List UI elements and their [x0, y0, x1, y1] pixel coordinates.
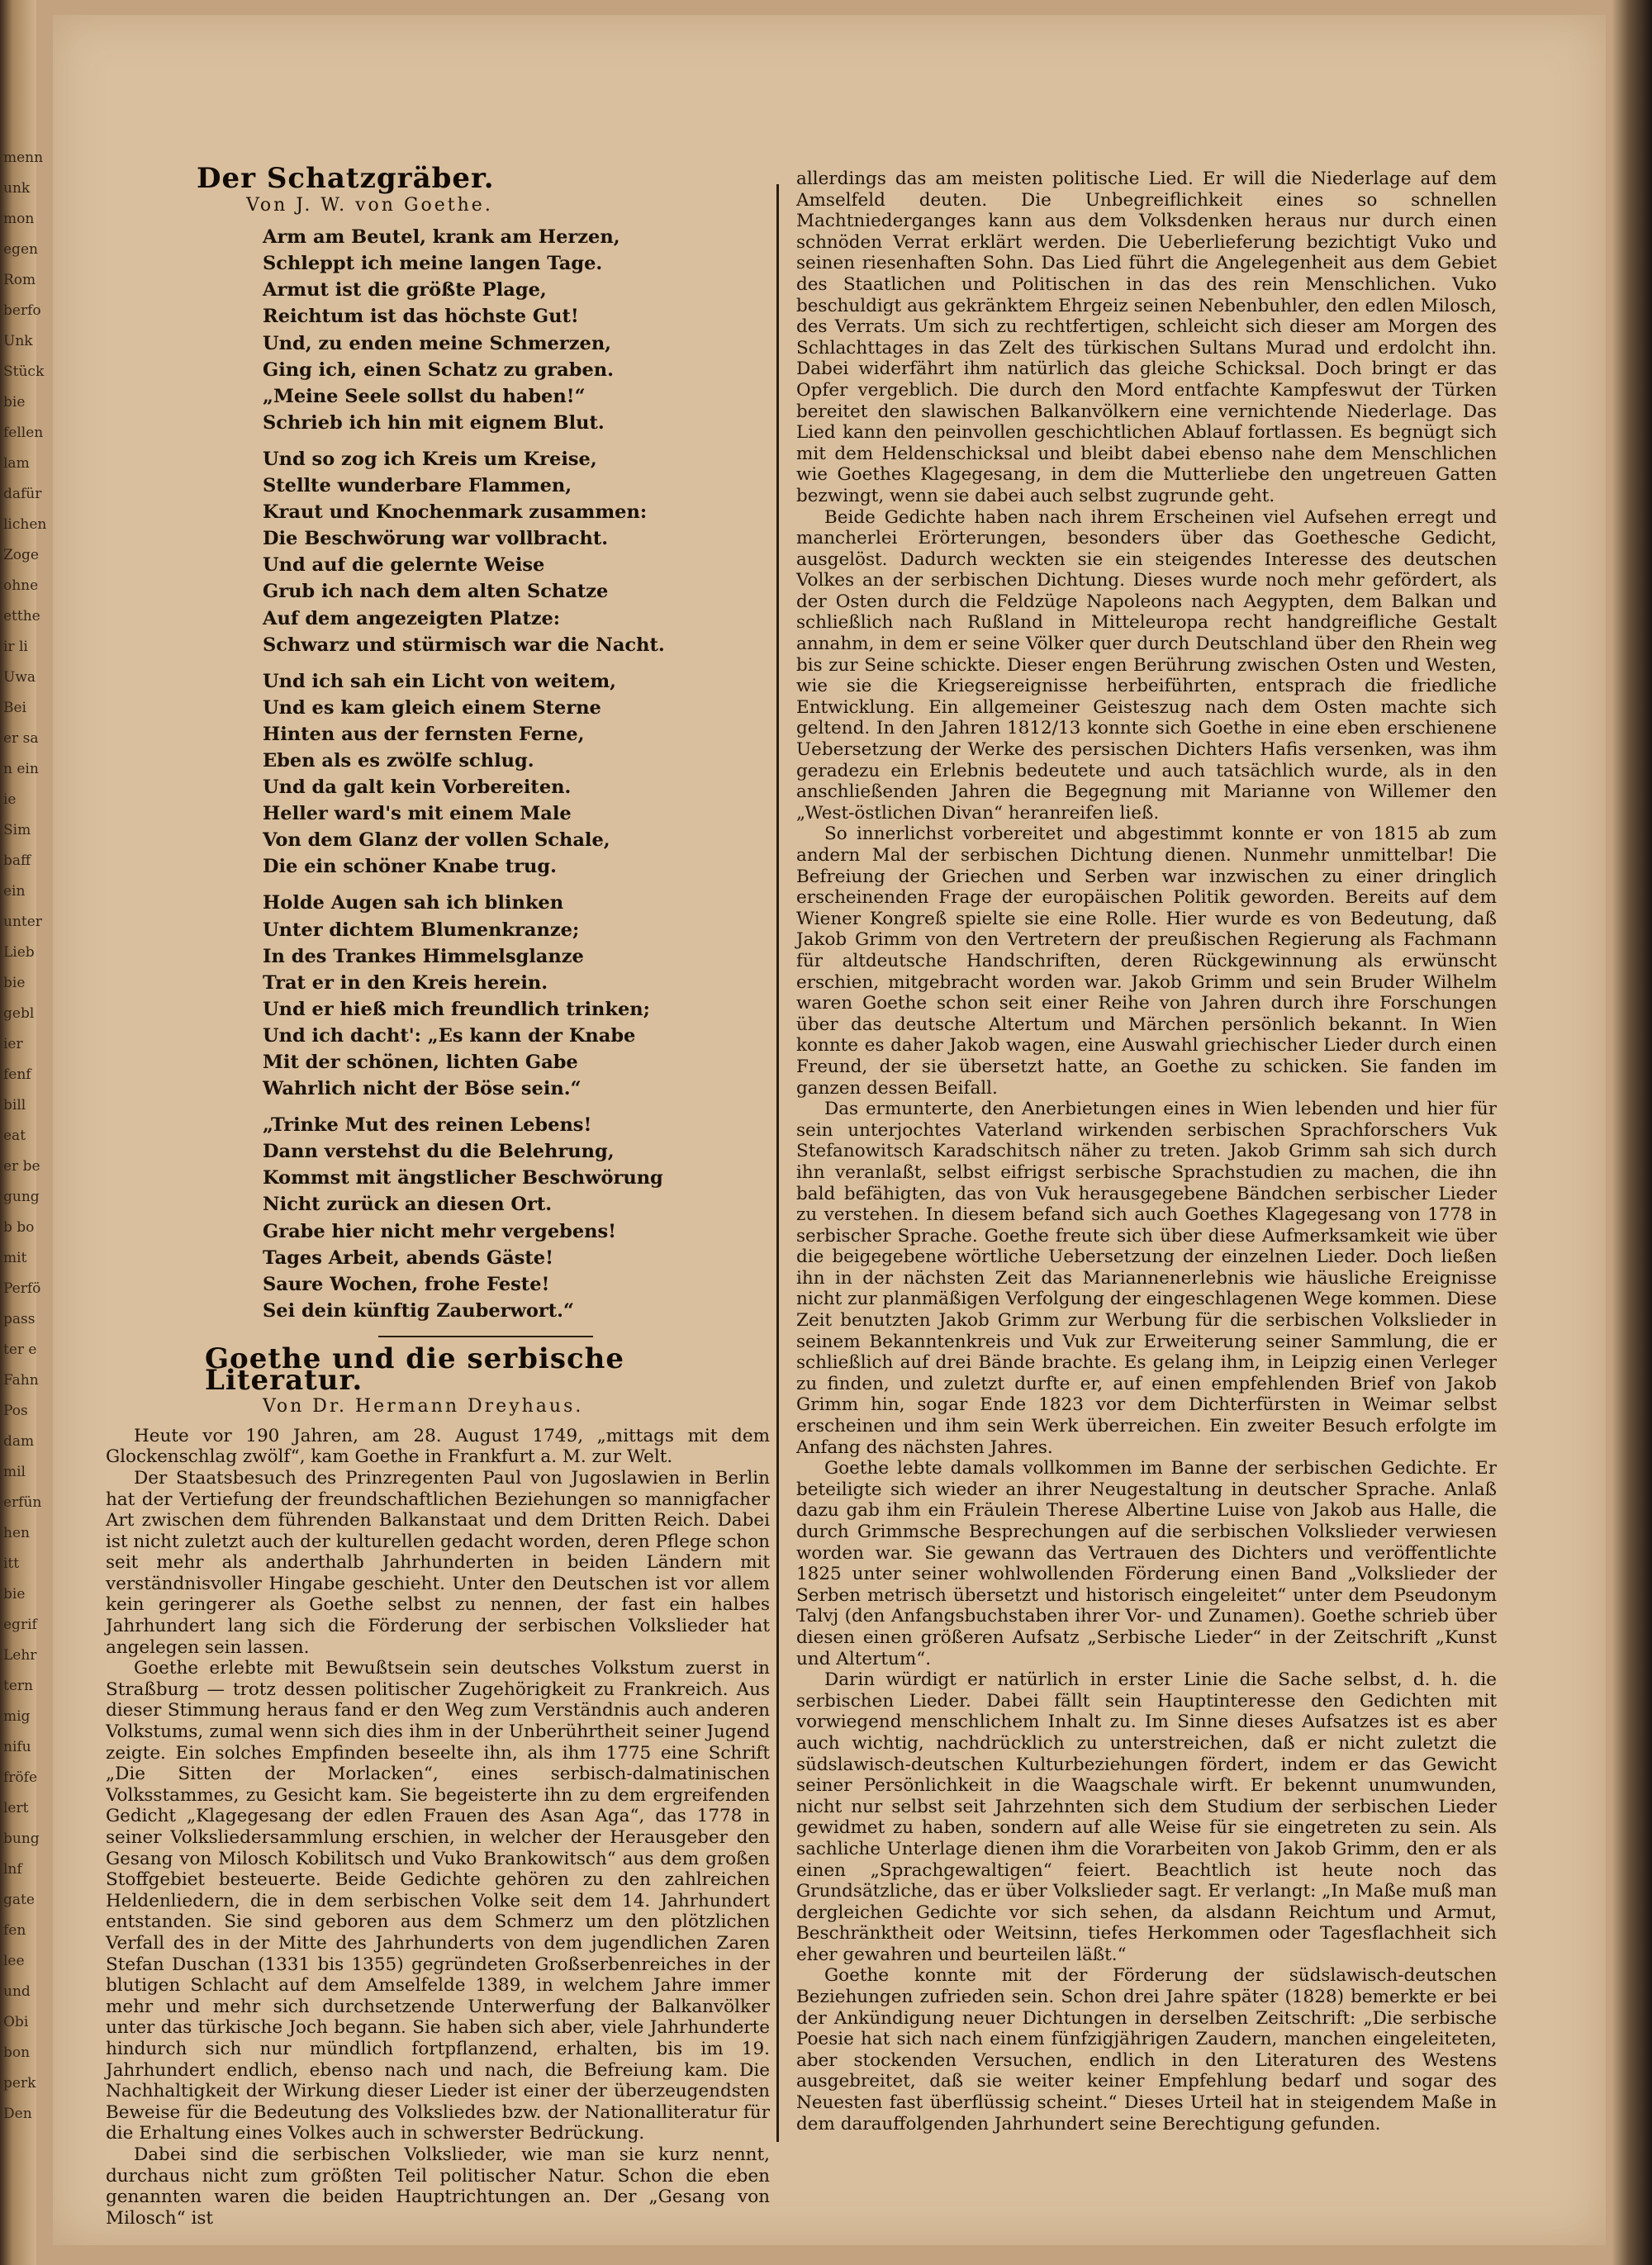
facing-page-fragment: ein — [3, 883, 26, 900]
article-paragraph: Goethe konnte mit der Förderung der südslawisch-deutschen Beziehungen zufrieden sein. Schon drei Jahre später (1828) bemerkte er bei der Ankündigung neuer Dichtungen in derselben Zeitschrift: „Die serbische Poesie hat sich nach einem fünfzigjährigen Zaudern, manchen eingeleiteten, aber stockenden Versuchen, endlich in den Literaturen des Westens ausgebreitet, daß sie weiter keiner Empfehlung bedarf und sogar des Neuesten fast überflüssig scheint.“ Dieses Urteil hat in steigendem Maße in dem darauffolgenden Jahrhundert seine Berechtigung gefunden. — [796, 1965, 1497, 2134]
poem-line: Reichtum ist das höchste Gut! — [263, 306, 579, 328]
poem-line: Auf dem angezeigten Platze: — [263, 607, 561, 629]
poem-line: Heller ward's mit einem Male — [263, 803, 572, 825]
facing-page-fragment: bon — [3, 2044, 31, 2061]
facing-page-fragment: mil — [3, 1464, 26, 1480]
poem-line: Saure Wochen, frohe Feste! — [263, 1273, 550, 1295]
poem-stanza — [263, 890, 770, 1102]
poem-line: Schleppt ich meine langen Tage. — [263, 253, 603, 275]
article-author: Von Dr. Hermann Dreyhaus. — [263, 1396, 584, 1417]
facing-page-fragment: fen — [3, 1922, 26, 1939]
facing-page-fragment: bill — [3, 1097, 26, 1114]
poem-line: Stellte wunderbare Flammen, — [263, 475, 572, 497]
poem-line: Grub ich nach dem alten Schatze — [263, 581, 609, 603]
poem-line: Und er hieß mich freundlich trinken; — [263, 998, 650, 1020]
poem-line: Tages Arbeit, abends Gäste! — [263, 1246, 553, 1269]
poem-stanza — [263, 668, 770, 881]
poem-line: Hinten aus der fernsten Ferne, — [263, 723, 585, 745]
facing-page-fragment: nifu — [3, 1739, 31, 1755]
poem-line: Unter dichtem Blumenkranze; — [263, 919, 580, 941]
poem-stanza — [263, 224, 770, 436]
poem-line: Schrieb ich hin mit eignem Blut. — [263, 411, 605, 434]
poem-stanza — [263, 1112, 770, 1324]
facing-page-fragment: erfün — [3, 1494, 42, 1511]
poem-line: Grabe hier nicht mehr vergebens! — [263, 1220, 617, 1242]
poem-line: Und so zog ich Kreis um Kreise, — [263, 448, 597, 470]
poem-line: Ging ich, einen Schatz zu graben. — [263, 359, 614, 381]
facing-page-fragment: Stück — [3, 363, 45, 380]
facing-page-fragment: b bo — [3, 1219, 35, 1236]
poem-line: Kraut und Knochenmark zusammen: — [263, 501, 648, 524]
facing-page-fragment: lert — [3, 1800, 29, 1816]
facing-page-fragment: Obi — [3, 2014, 29, 2030]
poem-line: „Trinke Mut des reinen Lebens! — [263, 1114, 592, 1137]
facing-page-fragment: unk — [3, 180, 31, 197]
facing-page-fragment: tern — [3, 1678, 33, 1694]
article-paragraph: So innerlichst vorbereitet und abgestimmt konnte er von 1815 ab zum andern Mal der serbischen Dichtung dienen. Nunmehr unmittelbar! Die Befreiung der Griechen und Serben war inzwischen zu einer dringlich erscheinenden Frage der europäischen Politik geworden. Bereits auf dem Wiener Kongreß spielte sie eine Rolle. Hier wurde es von Bedeutung, daß Jakob Grimm von den Vertretern der preußischen Regierung als Fachmann für altdeutsche Handschriften, deren Rückgewinnung als erwünscht erschien, mitgebracht worden war. Jakob Grimm und sein Bruder Wilhelm waren Goethe schon seit einer Reihe von Jahren durch ihre Forschungen über das deutsche Altertum und Märchen persönlich bekannt. In Wien konnte es daher Jakob wagen, eine Auswahl griechischer Lieder durch einen Freund, der sie übersetzt hatte, an Goethe zu schicken. Sie fanden im ganzen dessen Beifall. — [796, 824, 1497, 1099]
facing-page-fragment: er be — [3, 1158, 40, 1175]
binding-gutter — [0, 0, 47, 2265]
left-column — [106, 162, 770, 2229]
facing-page-fragment: dam — [3, 1433, 35, 1450]
facing-page-fragment: mig — [3, 1708, 31, 1725]
facing-page-fragment: ie — [3, 791, 17, 808]
column-divider — [776, 184, 779, 2142]
facing-page-fragment: baff — [3, 852, 31, 869]
article-paragraph: Beide Gedichte haben nach ihrem Erscheinen viel Aufsehen erregt und mancherlei Erörterungen, besonders über das Goethesche Gedicht, ausgelöst. Dadurch weckten sie ein steigendes Interesse des deutschen Volkes an der serbischen Dichtung. Dieses wurde noch mehr gefördert, als der Osten durch die Feldzüge Napoleons nach Aegypten, dem Balkan und schließlich nach Rußland in Mitteleuropa recht handgreifliche Gestalt annahm, in dem er seine Völker quer durch Deutschland über den Rhein weg bis zur Seine schickte. Dieser engen Berührung zwischen Osten und Westen, wie sie die Kriegsereignisse herbeiführten, entsprach die friedliche Entwicklung. Ein allgemeiner Geisteszug nach dem Osten machte sich geltend. In den Jahren 1812/13 konnte sich Goethe in eine eben erschienene Uebersetzung der Werke des persischen Dichters Hafis versenken, was ihm geradezu ein Erlebnis bedeutete und auch tatsächlich wurde, als in den anschließenden Jahren die Begegnung mit Marianne von Willemer den „West-östlichen Divan“ heranreifen ließ. — [796, 506, 1497, 824]
poem-line: Dann verstehst du die Belehrung, — [263, 1141, 615, 1163]
facing-page-fragment: Perfö — [3, 1280, 41, 1297]
facing-page-fragment: perk — [3, 2075, 36, 2092]
poem-author: Von J. W. von Goethe. — [246, 194, 493, 216]
facing-page-fragment: mit — [3, 1250, 27, 1266]
poem-line: Und, zu enden meine Schmerzen, — [263, 332, 612, 354]
facing-page-fragment: Den — [3, 2106, 32, 2122]
facing-page-fragment: Lieb — [3, 944, 35, 961]
article-title: Goethe und die serbische Literatur. — [205, 1341, 625, 1397]
poem-stanza — [263, 446, 770, 658]
poem-line: Schwarz und stürmisch war die Nacht. — [263, 634, 665, 656]
facing-page-fragment: fellen — [3, 425, 44, 441]
poem-line: Wahrlich nicht der Böse sein.“ — [263, 1078, 582, 1100]
facing-page-fragment: bie — [3, 1586, 26, 1603]
facing-page-fragment: Unk — [3, 333, 33, 349]
facing-page-fragment: Fahn — [3, 1372, 39, 1389]
facing-page-fragment: itt — [3, 1555, 20, 1572]
facing-page-fragment: ir li — [3, 639, 28, 655]
facing-page-fragment: ter e — [3, 1341, 37, 1358]
facing-page-fragment: Lehr — [3, 1647, 37, 1664]
facing-page-fragment: ier — [3, 1036, 23, 1052]
facing-page-fragment: Pos — [3, 1403, 28, 1419]
facing-page-fragment: unter — [3, 914, 42, 930]
facing-page-fragment: ohne — [3, 577, 39, 594]
page-edge-shadow — [1612, 0, 1652, 2265]
poem-line: Und es kam gleich einem Sterne — [263, 696, 601, 719]
poem-line: Die ein schöner Knabe trug. — [263, 856, 557, 878]
facing-page-fragment: egrif — [3, 1617, 37, 1633]
facing-page-fragment: lnf — [3, 1861, 22, 1878]
poem-line: Kommst mit ängstlicher Beschwörung — [263, 1167, 663, 1189]
poem-line: Und ich sah ein Licht von weitem, — [263, 670, 616, 692]
poem-line: Von dem Glanz der vollen Schale, — [263, 829, 610, 852]
poem-line: Und ich dacht': „Es kann der Knabe — [263, 1024, 636, 1047]
article-paragraph: Das ermunterte, den Anerbietungen eines in Wien lebenden und hier für sein unterjochtes Vaterland wirkenden serbischen Sprachforschers Vuk Stefanowitsch Karadschitsch näher zu treten. Jakob Grimm sah sich durch ihn veranlaßt, selbst eifrigst serbische Sprachstudien zu machen, die ihn bald befähigten, das von Vuk herausgegebene Bändchen serbischer Lieder zu verstehen. In diesem befand sich auch Goethes Klagegesang von 1778 in serbischer Sprache. Goethe freute sich über diese Aufmerksamkeit wie über die beigegebene wörtliche Uebersetzung der einzelnen Lieder. Doch ließen ihn in der nächsten Zeit das Mariannenerlebnis wie häusliche Ereignisse nicht zur planmäßigen Verfolgung der eingeschlagenen Wege kommen. Diese Zeit benutzten Jakob Grimm zur Werbung für die serbischen Volkslieder in seinem Bekanntenkreis und Vuk zur Erweiterung seiner Sammlung, die er schließlich auf drei Bände brachte. Es gelang ihm, in Leipzig einen Verleger zu finden, und zuletzt durfte er, auf einen empfehlenden Brief von Jakob Grimm hin, sogar Ende 1823 vor dem Dichterfürsten in Weimar selbst erscheinen und ihm sein Werk überreichen. Ein zweiter Besuch erfolgte im Anfang des nächsten Jahres. — [796, 1099, 1497, 1458]
poem-line: Trat er in den Kreis herein. — [263, 971, 548, 994]
facing-page-fragment: bie — [3, 394, 26, 411]
facing-page-fragment: eat — [3, 1128, 26, 1144]
poem-line: Arm am Beutel, krank am Herzen, — [263, 226, 620, 249]
facing-page-fragment: Uwa — [3, 669, 36, 686]
facing-page-fragment: gate — [3, 1892, 35, 1908]
facing-page-fragment: lichen — [3, 516, 47, 533]
article-paragraph: Goethe erlebte mit Bewußtsein sein deutsches Volkstum zuerst in Straßburg — trotz dessen politischer Zugehörigkeit zu Frankreich. Aus dieser Stimmung heraus fand er den Weg zum Verständnis auch anderen Volkstums, zumal wenn sich dies ihm in der Unberührtheit seiner Jugend zeigte. Ein solches Empfinden beseelte ihn, als ihm 1775 eine Schrift „Die Sitten der Morlacken“, eines serbisch-dalmatinischen Volksstammes, zu Gesicht kam. Sie begeisterte ihn zu dem ergreifenden Gedicht „Klagegesang der edlen Frauen des Asan Aga“, das 1778 in seiner Volksliedersammlung erschien, in welcher der Herausgeber den Gesang von Milosch Kobilitsch und Vuko Brankowitsch“ aus dem großen Stoffgebiet besteuerte. Beide Gedichte gehören zu den zahlreichen Heldenliedern, die in dem serbischen Volke seit dem 14. Jahrhundert entstanden. Sie sind geboren aus dem Schmerz um den plötzlichen Verfall des in der Mitte des Jahrhunderts von dem jugendlichen Zaren Stefan Duschan (1331 bis 1355) gegründeten Großserbenreiches in der blutigen Schlacht auf dem Amselfelde 1389, in welchem Jahre immer mehr und mehr sich durchsetzende Unterwerfung der Balkanvölker unter das türkische Joch begann. Sie haben sich aber, viele Jahrhunderte hindurch sich nur mündlich fortpflanzend, erhalten, bis im 19. Jahrhundert endlich, ebenso nach und nach, die Befreiung kam. Die Nachhaltigkeit der Wirkung dieser Lieder ist einer der überzeugendsten Beweise für die Bedeutung des Volksliedes bzw. der Nationalliteratur für die Erhaltung eines Volkes auch in schwerster Bedrückung. — [106, 1658, 770, 2144]
article-paragraph: Der Staatsbesuch des Prinzregenten Paul von Jugoslawien in Berlin hat der Vertiefung der freundschaftlichen Beziehungen so mannigfacher Art zwischen dem führenden Balkanstaat und dem Dritten Reich. Dabei ist nicht zuletzt auch der kulturellen gedacht worden, deren Pflege schon seit mehr als anderthalb Jahrhunderten in beiden Ländern mit verständnisvoller Hingabe geschieht. Unter den Deutschen ist vor allem kein geringerer als Goethe selbst zu nennen, der fast ein halbes Jahrhundert lang sich die Förderung der serbischen Volkslieder hat angelegen sein lassen. — [106, 1467, 770, 1658]
facing-page-fragment: Zoge — [3, 547, 39, 563]
facing-page-fragment: mon — [3, 211, 35, 227]
poem-line: Nicht zurück an diesen Ort. — [263, 1194, 553, 1216]
poem-line: Sei dein künftig Zauberwort.“ — [263, 1299, 574, 1322]
poem-line: Armut ist die größte Plage, — [263, 279, 547, 302]
facing-page-fragment: dafür — [3, 486, 42, 502]
article-paragraph: allerdings das am meisten politische Lied. Er will die Niederlage auf dem Amselfeld deuten. Die Unbegreiflichkeit eines so schnellen Machtniederganges kann aus dem Volksdenken heraus nur durch einen schnöden Verrat erklärt werden. Die Ueberlieferung bezichtigt Vuko und seinen riesenhaften Sohn. Das Lied führt die Angelegenheit aus dem Gebiet des Staatlichen und Politischen in das des rein Menschlichen. Vuko beschuldigt aus gekränktem Ehrgeiz seinen Nebenbuhler, den edlen Milosch, des Verrats. Um sich zu rechtfertigen, schleicht sich dieser am Morgen des Schlachttages in das Zelt des türkischen Sultans Murad und erdolcht ihn. Dabei widerfährt ihm natürlich das gleiche Schicksal. Doch bringt er das Opfer vergeblich. Die durch den Mord entfachte Kampfeswut der Türken bereitet den slawischen Balkanvölkern eine vernichtende Niederlage. Das Lied kann den peinvollen geschichtlichen Ablauf fortlassen. Es begnügt sich mit dem Heldenschicksal und bleibt dabei ebenso nahe dem Menschlichen wie Goethes Klagegesang, in dem die Mutterliebe den ungetreuen Gatten bezwingt, wenn sie dabei auch selbst zugrunde geht. — [796, 169, 1497, 506]
facing-page-fragment: egen — [3, 241, 38, 258]
facing-page-fragment: lam — [3, 455, 30, 472]
article-paragraph: Goethe lebte damals vollkommen im Banne der serbischen Gedichte. Er beteiligte sich wieder an ihrer Neugestaltung in deutscher Sprache. Anlaß dazu gab ihm ein Fräulein Therese Albertine Luise von Jakob aus Halle, die durch Grimmsche Besprechungen auf die serbischen Volkslieder verwiesen worden war. Sie gewann das Vertrauen des Dichters und veröffentlichte 1825 unter seiner wohlwollenden Förderung einen Band „Volkslieder der Serben metrisch übersetzt und historisch eingeleitet“ unter dem Pseudonym Talvj (den Anfangsbuchstaben ihrer Vor- und Zunamen). Goethe schrieb über diesen einen größeren Aufsatz „Serbische Lieder“ in der Zeitschrift „Kunst und Altertum“. — [796, 1458, 1497, 1669]
facing-page-fragment: menn — [3, 150, 44, 166]
poem-body — [263, 224, 770, 1324]
newspaper-page — [53, 15, 1606, 2245]
poem-line: In des Trankes Himmelsglanze — [263, 945, 584, 967]
poem-line: „Meine Seele sollst du haben!“ — [263, 385, 586, 407]
facing-page-fragment: berfo — [3, 302, 41, 319]
article-paragraph: Darin würdigt er natürlich in erster Linie die Sache selbst, d. h. die serbischen Lieder. Dabei fällt sein Hauptinteresse den Gedichten mit vorwiegend menschlichem Inhalt zu. Im Sinne dieses Aufsatzes ist es aber auch wichtig, nachdrücklich zu unterstreichen, daß er nicht zuletzt die südslawisch-deutschen Kulturbeziehungen fördert, indem er das Gewicht seiner Persönlichkeit in die Waagschale wirft. Er bekennt unumwunden, nicht nur selbst seit Jahrzehnten sich dem Studium der serbischen Lieder gewidmet zu haben, sondern auf alle Weise für sie eingetreten zu sein. Als sachliche Unterlage dienen ihm die Vorarbeiten von Jakob Grimm, den er als einen „Sprachgewaltigen“ feiert. Beachtlich ist heute noch das Grundsätzliche, das er über Volkslieder sagt. Er verlangt: „In Maße muß man dergleichen Gedichte vor sich sehen, da alsdann Reichtum und Armut, Beschränktheit oder Weitsinn, tiefes Herkommen oder Tagesflachheit sich eher gewahren und beurteilen läßt.“ — [796, 1669, 1497, 1965]
facing-page-fragment: Rom — [3, 272, 36, 288]
poem-title: Der Schatzgräber. — [197, 162, 495, 195]
facing-page-fragment: lee — [3, 1953, 25, 1969]
facing-page-fragment: bung — [3, 1831, 40, 1847]
facing-page-fragment: er sa — [3, 730, 39, 747]
facing-page-fragment: gung — [3, 1189, 40, 1205]
facing-page-fragment: n ein — [3, 761, 39, 777]
right-column — [796, 169, 1497, 2134]
poem-line: Die Beschwörung war vollbracht. — [263, 528, 609, 550]
facing-page-fragment: etthe — [3, 608, 40, 624]
facing-page-fragment: pass — [3, 1311, 36, 1327]
facing-page-fragment: bie — [3, 975, 26, 991]
facing-page-fragment: gebl — [3, 1005, 35, 1022]
facing-page-fragment: Bei — [3, 700, 26, 716]
poem-line: Mit der schönen, lichten Gabe — [263, 1052, 578, 1073]
article-paragraph: Dabei sind die serbischen Volkslieder, wie man sie kurz nennt, durchaus nicht zum größten Teil politischer Natur. Schon die eben genannten waren die beiden Hauptrichtungen an. Der „Gesang von Milosch“ ist — [106, 2144, 770, 2229]
section-separator — [378, 1336, 593, 1337]
facing-page-fragment: Sim — [3, 822, 31, 838]
facing-page-fragment: fröfe — [3, 1769, 38, 1786]
poem-line: Eben als es zwölfe schlug. — [263, 749, 534, 772]
facing-page-fragment: fenf — [3, 1066, 31, 1083]
article-body-right — [796, 169, 1497, 2134]
poem-line: Und auf die gelernte Weise — [263, 554, 545, 577]
article-body-left — [106, 1426, 770, 2229]
facing-page-fragment: und — [3, 1983, 31, 2000]
poem-line: Holde Augen sah ich blinken — [263, 892, 564, 914]
article-paragraph: Heute vor 190 Jahren, am 28. August 1749, „mittags mit dem Glockenschlag zwölf“, kam Goethe in Frankfurt a. M. zur Welt. — [106, 1425, 770, 1468]
facing-page-fragment: hen — [3, 1525, 30, 1541]
poem-line: Und da galt kein Vorbereiten. — [263, 776, 572, 799]
